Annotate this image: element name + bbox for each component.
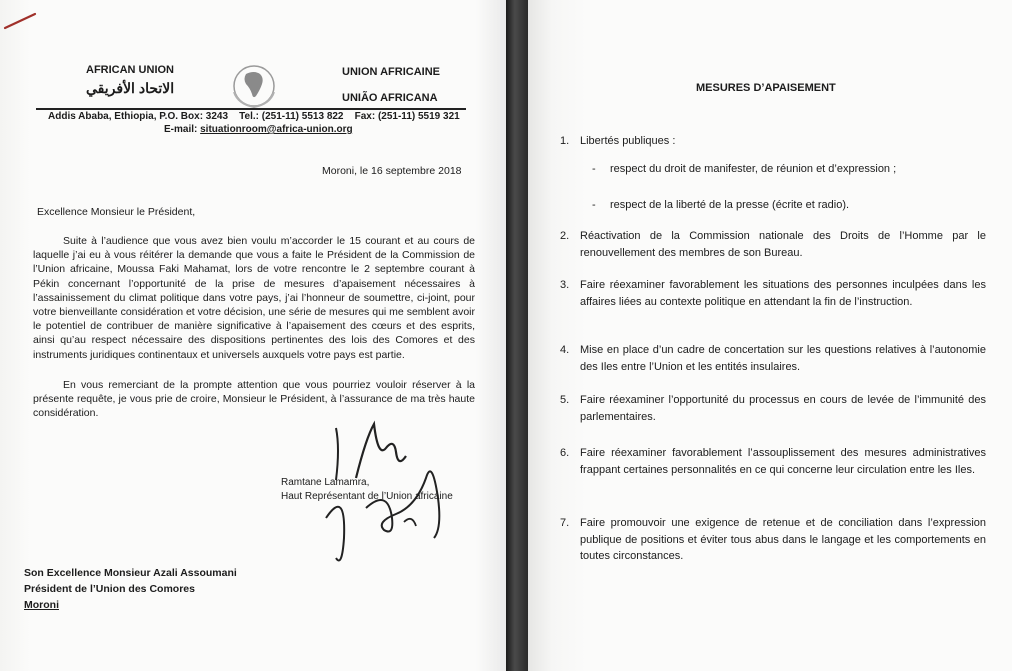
measure-subitem-text: respect du droit de manifester, de réunion et d’expression ; (610, 163, 897, 175)
email-line (164, 124, 353, 135)
org-name-ar: الاتحاد الأفريقي (86, 80, 175, 96)
email-link[interactable]: situationroom@africa-union.org (200, 124, 353, 135)
measure-text: Faire réexaminer favorablement les situations des personnes inculpées dans les affaires liées au contexte politique en attendant la fin de l’instruction. (580, 279, 986, 308)
measure-text: Mise en place d’un cadre de concertation sur les questions relatives à l’autonomie des Iles entre l’Union et les entités insulaires. (580, 344, 986, 373)
measure-item-6 (560, 445, 986, 499)
page-gutter (506, 0, 528, 671)
measure-subitem-2: - respect de la liberté de la presse (écrite et radio). (592, 199, 850, 211)
measure-text: Faire promouvoir une exigence de retenue et de conciliation dans l’expression publique de positions et éviter tous abus dans le langage et les comportements en toutes circonstances. (580, 517, 986, 562)
address-line (48, 111, 460, 122)
org-name-fr: UNION AFRICAINE (342, 66, 440, 78)
org-name-en: AFRICAN UNION (86, 64, 174, 76)
recipient-title: Président de l’Union des Comores (24, 583, 195, 595)
measure-item-5 (560, 392, 986, 428)
recipient-name: Son Excellence Monsieur Azali Assoumani (24, 567, 237, 579)
measures-title: MESURES D’APAISEMENT (696, 82, 836, 94)
measure-subitem-1: - respect du droit de manifester, de réunion et d’expression ; (592, 163, 897, 175)
measure-number: 1. (560, 135, 570, 147)
measure-item-4 (560, 342, 986, 378)
letter-body (33, 234, 475, 420)
paragraph-1: Suite à l’audience que vous avez bien voulu m’accorder le 15 courant et au cours de laquelle j’ai eu à vous réitérer la demande que vous a faite le Président de la Commission de l’Union africaine, Moussa Faki Mahamat, lors de votre rencontre le 2 septembre courant à Pékin concernant l’opportunité de la prise de mesures d’apaisement nécessaires à l’assainissement du climat politique dans votre pays, j’ai l’honneur de soumettre, ci-joint, pour votre bienveillante considération et votre décision, une série de mesures qui me semblent avoir le potentiel de contribuer de manière significative à l’apaisement des cœurs et des esprits, ainsi qu’au respect nécessaire des dispositions pertinentes des lois des Comores et des instruments juridiques continentaux et universels auxquels votre pays est partie. (33, 235, 475, 361)
measure-text: Faire réexaminer favorablement l’assouplissement des mesures administratives frappant certaines personnalités en ce qui concerne leur circulation entre les Iles. (580, 447, 986, 476)
measure-text: Réactivation de la Commission nationale des Droits de l’Homme par le renouvellement des membres de son Bureau. (580, 230, 986, 259)
letter-date: Moroni, le 16 septembre 2018 (322, 165, 462, 177)
measure-number: 6. (560, 447, 570, 459)
measure-number: 5. (560, 394, 570, 406)
fax: Fax: (251-11) 5519 321 (354, 111, 460, 122)
salutation: Excellence Monsieur le Président, (37, 206, 196, 218)
measure-subitem-text: respect de la liberté de la presse (écrite et radio). (610, 199, 850, 211)
measure-item-1 (560, 133, 980, 151)
recipient-city: Moroni (24, 599, 59, 611)
tel: Tel.: (251-11) 5513 822 (239, 111, 344, 122)
paragraph-2: En vous remerciant de la prompte attention que vous pourriez vouloir réserver à la présente requête, je vous prie de croire, Monsieur le Président, à l’assurance de ma très haute considération. (33, 378, 475, 420)
measure-number: 4. (560, 344, 570, 356)
email-label: E-mail: (164, 124, 198, 135)
african-union-emblem-icon (226, 62, 282, 112)
measure-number: 3. (560, 279, 570, 291)
pen-mark (2, 10, 42, 32)
measure-text: Faire réexaminer l’opportunité du processus en cours de levée de l’immunité des parlementaires. (580, 394, 986, 423)
measure-item-3 (560, 277, 986, 331)
measure-item-2 (560, 228, 986, 264)
measure-item-7 (560, 515, 986, 569)
org-name-pt: UNIÃO AFRICANA (342, 92, 438, 104)
header-rule (36, 108, 466, 110)
signatory-title: Haut Représentant de l’Union africaine (281, 491, 453, 502)
measure-text: Libertés publiques : (580, 135, 676, 147)
measure-number: 7. (560, 517, 570, 529)
address: Addis Ababa, Ethiopia, P.O. Box: 3243 (48, 111, 229, 122)
signatory-name: Ramtane Lamamra, (281, 477, 370, 488)
measures-page (528, 0, 1012, 671)
measure-number: 2. (560, 230, 570, 242)
